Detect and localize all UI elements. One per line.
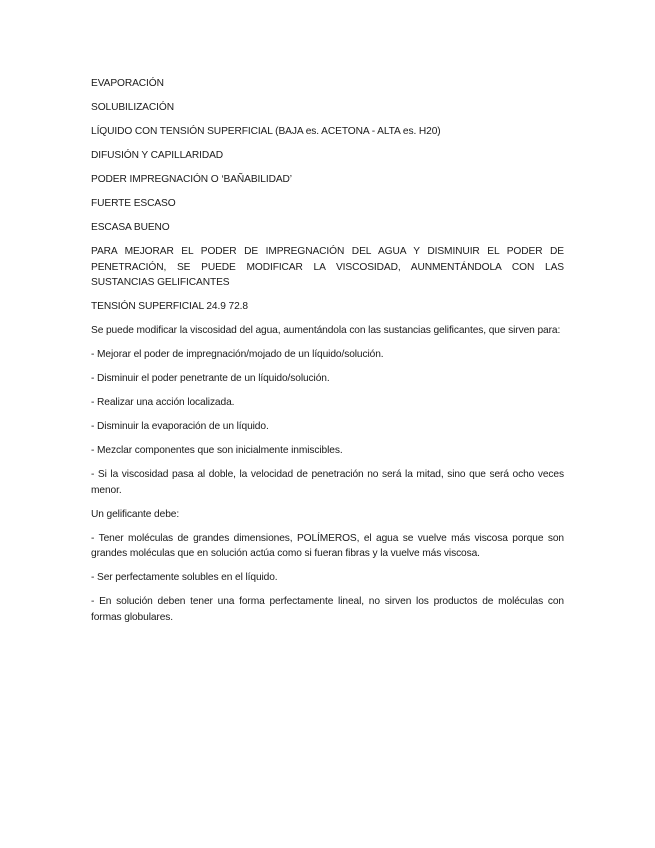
list-item: - Mejorar el poder de impregnación/mojado de un líquido/solución.	[91, 349, 384, 360]
line-tension-superficial: TENSIÓN SUPERFICIAL 24.9 72.8	[91, 301, 248, 312]
list-item: - Realizar una acción localizada.	[91, 397, 235, 408]
line-fuerte-escaso: FUERTE ESCASO	[91, 198, 176, 209]
list-item: - Disminuir el poder penetrante de un líquido/solución.	[91, 373, 330, 384]
list-item: - Disminuir la evaporación de un líquido.	[91, 421, 269, 432]
paragraph-modificar-viscosidad: Se puede modificar la viscosidad del agua, aumentándola con las sustancias gelificantes, que sirven para:	[91, 325, 561, 336]
list-item: - Ser perfectamente solubles en el líquido.	[91, 572, 278, 583]
document-body	[91, 76, 564, 634]
heading-evaporacion: EVAPORACIÓN	[91, 78, 164, 89]
list-item: - Mezclar componentes que son inicialmente inmiscibles.	[91, 445, 343, 456]
heading-difusion: DIFUSIÓN Y CAPILLARIDAD	[91, 150, 224, 161]
list-item: - Si la viscosidad pasa al doble, la velocidad de penetración no será la mitad, sino que será ocho veces menor.	[91, 469, 564, 496]
line-escasa-bueno: ESCASA BUENO	[91, 222, 170, 233]
heading-solubilizacion: SOLUBILIZACIÓN	[91, 102, 174, 113]
list-item: - Tener moléculas de grandes dimensiones, POLÍMEROS, el agua se vuelve más viscosa porque son grandes moléculas que en solución actúa como si fueran fibras y la vuelve más viscosa.	[91, 532, 564, 559]
heading-liquido-tension: LÍQUIDO CON TENSIÓN SUPERFICIAL (BAJA es. ACETONA - ALTA es. H20)	[91, 126, 441, 137]
heading-poder-impregnacion: PODER IMPREGNACIÓN O ‘BAÑABILIDAD’	[91, 174, 292, 185]
list-item: - En solución deben tener una forma perfectamente lineal, no sirven los productos de moléculas con formas globulares.	[91, 596, 564, 623]
paragraph-gelificante-debe: Un gelificante debe:	[91, 508, 180, 520]
paragraph-mejorar-poder: PARA MEJORAR EL PODER DE IMPREGNACIÓN DEL AGUA Y DISMINUIR EL PODER DE PENETRACIÓN, SE PUEDE MODIFICAR LA VISCOSIDAD, AUNMENTÁNDOLA CON LAS SUSTANCIAS GELIFICANTES	[91, 246, 564, 288]
